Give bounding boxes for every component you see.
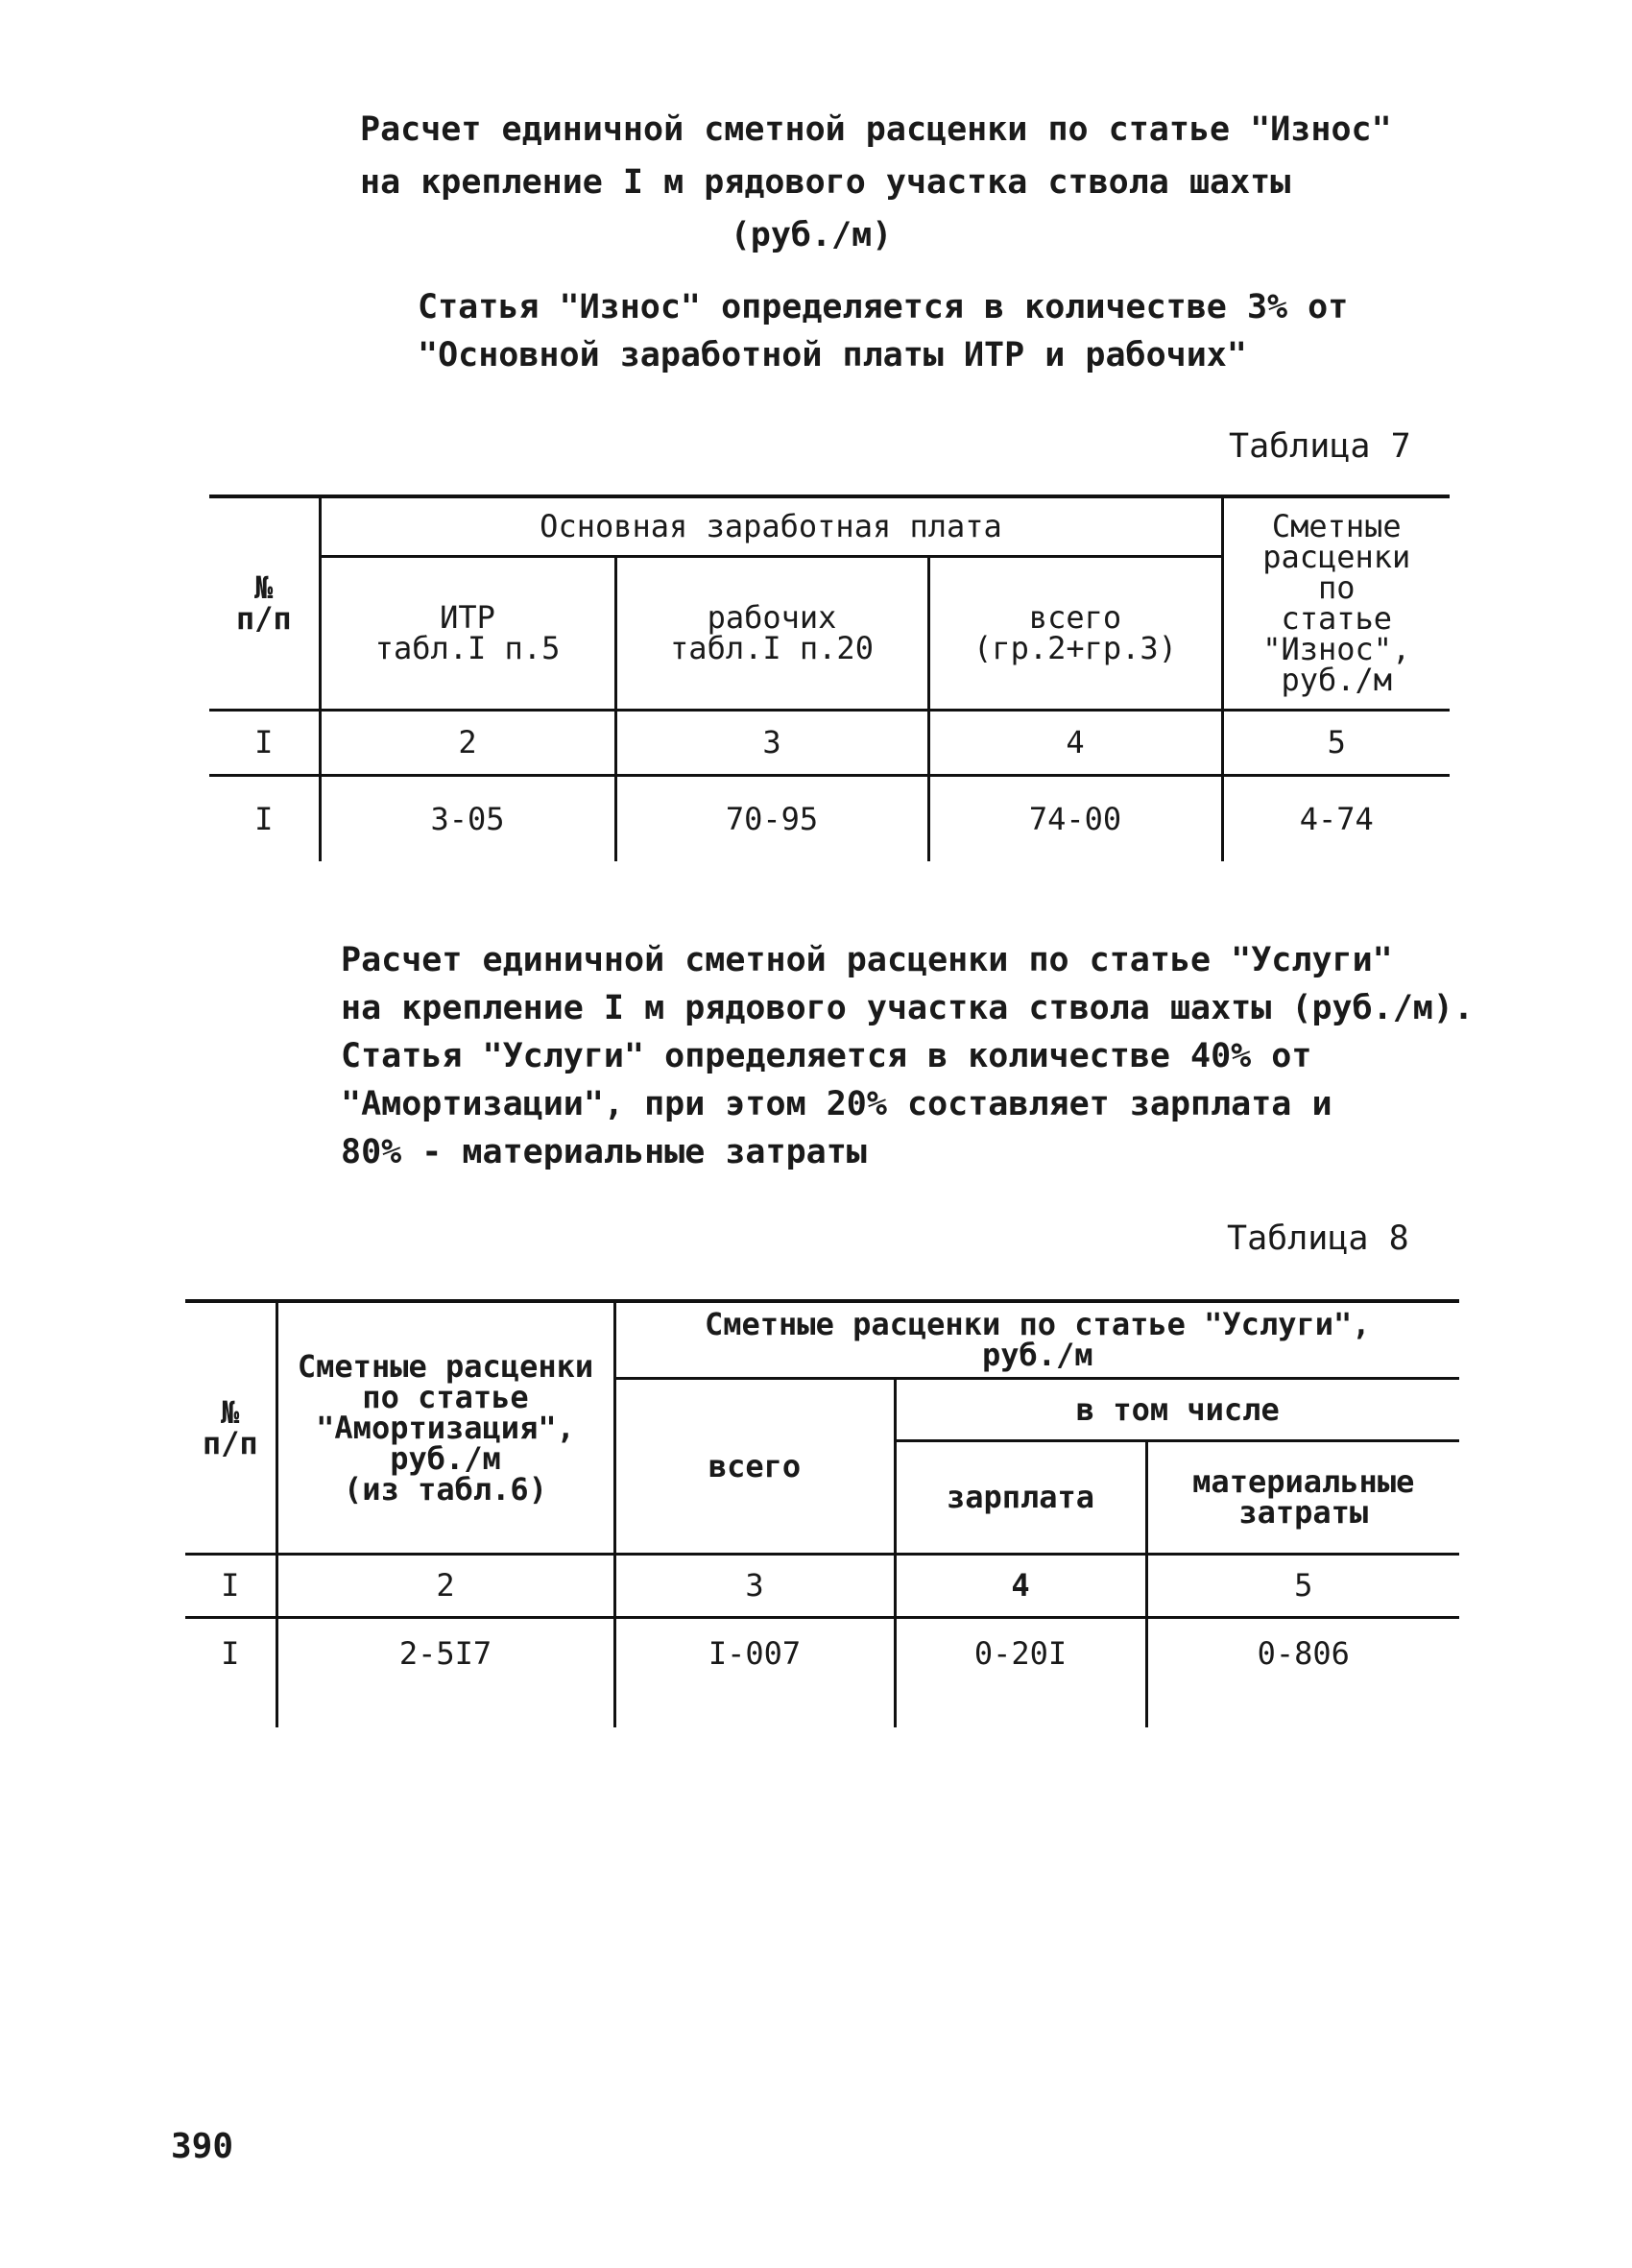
table7-index-cell: I <box>209 710 320 775</box>
table8-index-cell: I <box>185 1554 276 1617</box>
table7-header-num: № п/п <box>209 496 320 710</box>
table8 <box>185 1299 1459 1727</box>
table7-index-row <box>209 710 1450 775</box>
table8-header-services: Сметные расценки по статье "Услуги", руб./м <box>614 1301 1459 1378</box>
table7-data-row <box>209 775 1450 861</box>
table7-index-cell: 5 <box>1222 710 1450 775</box>
table7-data-cell: 70-95 <box>615 775 928 861</box>
table7 <box>209 495 1450 861</box>
table7-data-cell: I <box>209 775 320 861</box>
table7-index-cell: 3 <box>615 710 928 775</box>
section2-line3: Статья "Услуги" определяется в количестве 40% от <box>341 1037 1312 1075</box>
table8-header-total: всего <box>614 1378 895 1554</box>
table8-caption: Таблица 8 <box>1227 1219 1409 1258</box>
section1-title-line2: на крепление I м рядового участка ствола шахты <box>360 163 1291 202</box>
table7-header-itr: ИТР табл.I п.5 <box>320 556 615 710</box>
table8-index-cell: 3 <box>614 1554 895 1617</box>
table7-header-salary: Основная заработная плата <box>320 496 1222 556</box>
table7-header-rate: Сметные расценки по статье "Износ", руб./м <box>1222 496 1450 710</box>
table8-index-cell: 4 <box>895 1554 1146 1617</box>
table8-data-row <box>185 1617 1459 1727</box>
table8-data-cell: 2-5I7 <box>276 1617 614 1727</box>
page-number: 390 <box>171 2127 234 2166</box>
table8-header-amortization: Сметные расценки по статье "Амортизация", руб./м (из табл.6) <box>276 1301 614 1554</box>
table8-data-cell: I <box>185 1617 276 1727</box>
section2-line5: 80% - материальные затраты <box>341 1133 867 1171</box>
section2-line2: на крепление I м рядового участка ствола шахты (руб./м). <box>341 989 1475 1027</box>
table7-header-total: всего (гр.2+гр.3) <box>928 556 1222 710</box>
table8-header-salary: зарплата <box>895 1440 1146 1554</box>
table7-header-workers: рабочих табл.I п.20 <box>615 556 928 710</box>
table7-data-cell: 4-74 <box>1222 775 1450 861</box>
table8-header-including: в том числе <box>895 1378 1459 1440</box>
section1-note-line1: Статья "Износ" определяется в количестве 3% от <box>418 288 1349 326</box>
table7-index-cell: 4 <box>928 710 1222 775</box>
table8-header-materials: материальные затраты <box>1146 1440 1459 1554</box>
table7-data-cell: 3-05 <box>320 775 615 861</box>
section2-line4: "Амортизации", при этом 20% составляет зарплата и <box>341 1085 1332 1123</box>
section1-title-line1: Расчет единичной сметной расценки по статье "Износ" <box>360 110 1392 149</box>
table8-data-cell: 0-806 <box>1146 1617 1459 1727</box>
table8-index-cell: 2 <box>276 1554 614 1617</box>
table8-data-cell: I-007 <box>614 1617 895 1727</box>
table8-index-cell: 5 <box>1146 1554 1459 1617</box>
table8-header-num: № п/п <box>185 1301 276 1554</box>
table7-data-cell: 74-00 <box>928 775 1222 861</box>
section2-line1: Расчет единичной сметной расценки по статье "Услуги" <box>341 941 1393 979</box>
section1-title-line3: (руб./м) <box>730 216 893 254</box>
table7-index-cell: 2 <box>320 710 615 775</box>
section1-note-line2: "Основной заработной платы ИТР и рабочих" <box>418 336 1247 374</box>
table8-data-cell: 0-20I <box>895 1617 1146 1727</box>
table7-caption: Таблица 7 <box>1229 427 1411 466</box>
table8-index-row <box>185 1554 1459 1617</box>
